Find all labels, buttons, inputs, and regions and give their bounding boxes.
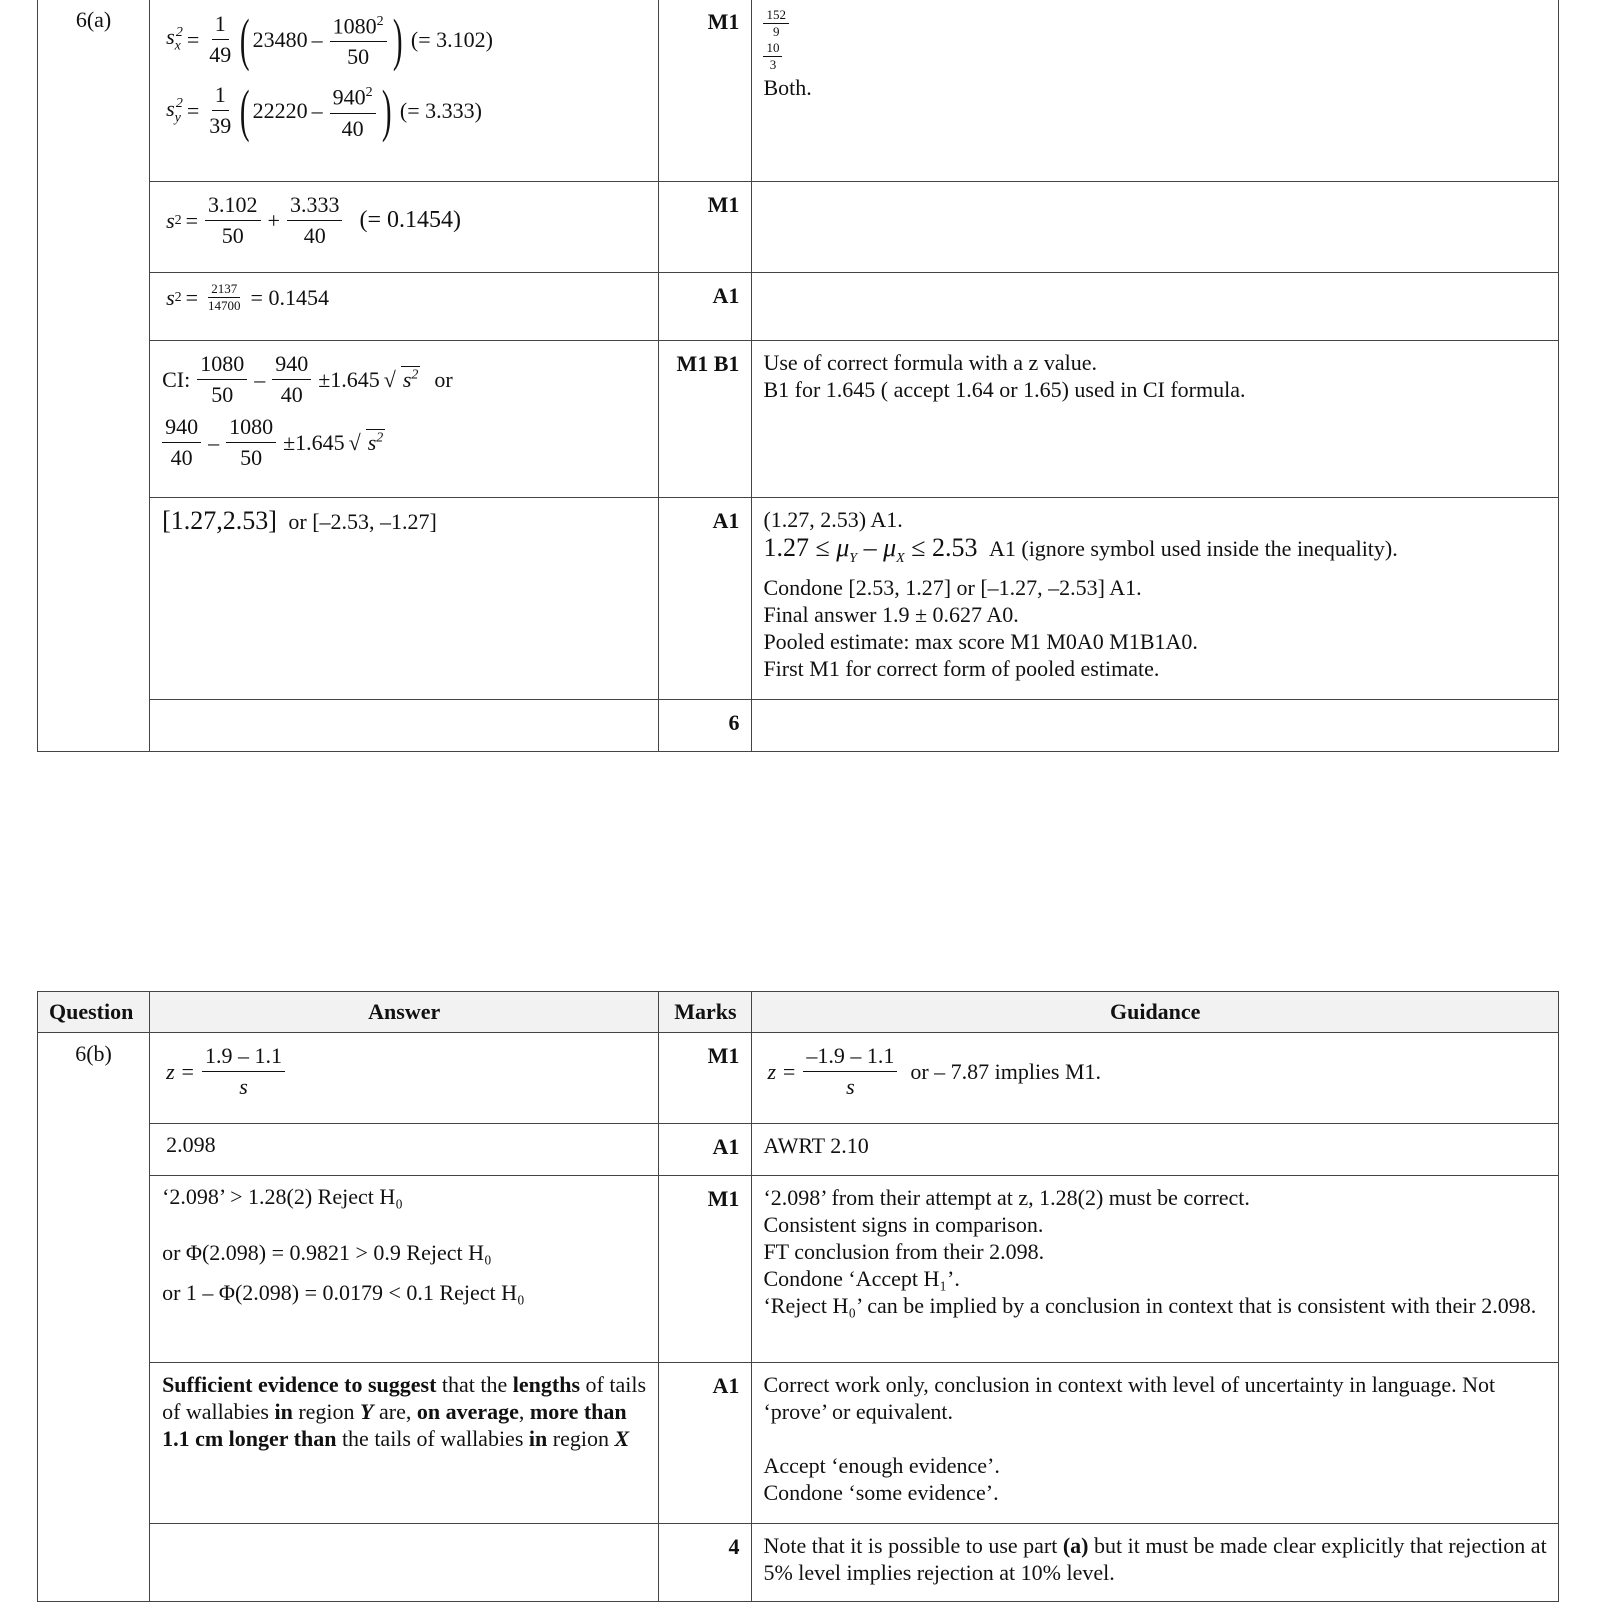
- guidance-cell: Note that it is possible to use part (a) but it must be made clear explicitly that rejection at 5% level implies rejection at 10% level.: [752, 1524, 1559, 1602]
- marks-cell: M1: [659, 1176, 752, 1363]
- guidance-cell: Use of correct formula with a z value. B1 for 1.645 ( accept 1.64 or 1.65) used in CI formula.: [752, 341, 1559, 498]
- marks-cell: A1: [659, 273, 752, 341]
- question-number: 6(b): [38, 1033, 150, 1602]
- answer-empty: [150, 1524, 659, 1602]
- mark-scheme-table-b: [37, 991, 1559, 1602]
- table-header: [38, 992, 1559, 1033]
- guidance-cell: $\frac{152}{9}$ $\frac{10}{3}$ Both.: [752, 0, 1559, 182]
- guidance-cell: ‘2.098’ from their attempt at z, 1.28(2) must be correct. Consistent signs in comparison. FT conclusion from their 2.098. Condone ‘Accept H₁’. ‘Reject H₀’ can be implied by a conclusion in context that is consistent with their 2.098.: [752, 1176, 1559, 1363]
- answer-comparison: ‘2.098’ > 1.28(2) Reject H₀ or Φ(2.098) = 0.9821 > 0.9 Reject H₀ or 1 – Φ(2.098) = 0.0179 < 0.1 Reject H₀: [150, 1176, 659, 1363]
- header-question: Question: [38, 992, 150, 1033]
- answer-variances: [150, 0, 659, 182]
- marks-cell: A1: [659, 1363, 752, 1524]
- guidance-cell: z = $\frac{-1.9 - 1.1}{s}$ or – 7.87 implies M1.: [752, 1033, 1559, 1124]
- marks-cell: M1: [659, 0, 752, 182]
- header-marks: Marks: [659, 992, 752, 1033]
- answer-z-value: 2.098: [150, 1124, 659, 1176]
- guidance-cell: AWRT 2.10: [752, 1124, 1559, 1176]
- mark-scheme-table-a: [37, 0, 1559, 752]
- guidance-cell: Correct work only, conclusion in context with level of uncertainty in language. Not ‘prove’ or equivalent. Accept ‘enough evidence’. Condone ‘some evidence’.: [752, 1363, 1559, 1524]
- guidance-cell: [752, 182, 1559, 273]
- guidance-cell: [752, 700, 1559, 752]
- answer-combined-variance: s 2 = $\frac{3.102}{50}$ + $\frac{3.333}{40}$ (= 0.1454): [150, 182, 659, 273]
- guidance-cell: (1.27, 2.53) A1. $1.27 \le \mu_Y - \mu_X \le 2.53$ A1 (ignore symbol used inside the inequality). Condone [2.53, 1.27] or [–1.27, –2.53] A1. Final answer 1.9 ± 0.627 A0. Pooled estimate: max score M1 M0A0 M1B1A0. First M1 for correct form of pooled estimate.: [752, 498, 1559, 700]
- answer-interval-result: [1.27,2.53] or [–2.53, –1.27]: [150, 498, 659, 700]
- header-guidance: Guidance: [752, 992, 1559, 1033]
- answer-confidence-interval: CI: $\frac{1080}{50}$ – $\frac{940}{40}$ ±1.645 √ $s^2$ or $\frac{940}{40}$ – $\frac{1080}{50}$ ±1.645 √ $s^2$: [150, 341, 659, 498]
- total-marks: 4: [659, 1524, 752, 1602]
- header-answer: Answer: [150, 992, 659, 1033]
- question-number: 6(a): [38, 0, 150, 752]
- guidance-cell: [752, 273, 1559, 341]
- answer-variance-value: s 2 = $\frac{2137}{14700}$ = 0.1454: [150, 273, 659, 341]
- marks-cell: M1: [659, 182, 752, 273]
- marks-cell: A1: [659, 498, 752, 700]
- total-marks: 6: [659, 700, 752, 752]
- marks-cell: M1: [659, 1033, 752, 1124]
- answer-empty: [150, 700, 659, 752]
- answer-z-formula: z = $\frac{1.9 - 1.1}{s}$: [150, 1033, 659, 1124]
- marks-cell: M1 B1: [659, 341, 752, 498]
- sy-equation: $s_y^2$ = $\frac{1}{39}$ ( 22220 – $\frac{940^2}{40}$ ) (= 3.333): [166, 77, 482, 143]
- marks-cell: A1: [659, 1124, 752, 1176]
- answer-conclusion: Sufficient evidence to suggest that the lengths of tails of wallabies in region Y are, on average, more than 1.1 cm longer than the tails of wallabies in region X: [150, 1363, 659, 1524]
- sx-equation: $s_x^2$ = $\frac{1}{49}$ ( 23480 – $\frac{1080^2}{50}$ ) (= 3.102): [166, 6, 493, 72]
